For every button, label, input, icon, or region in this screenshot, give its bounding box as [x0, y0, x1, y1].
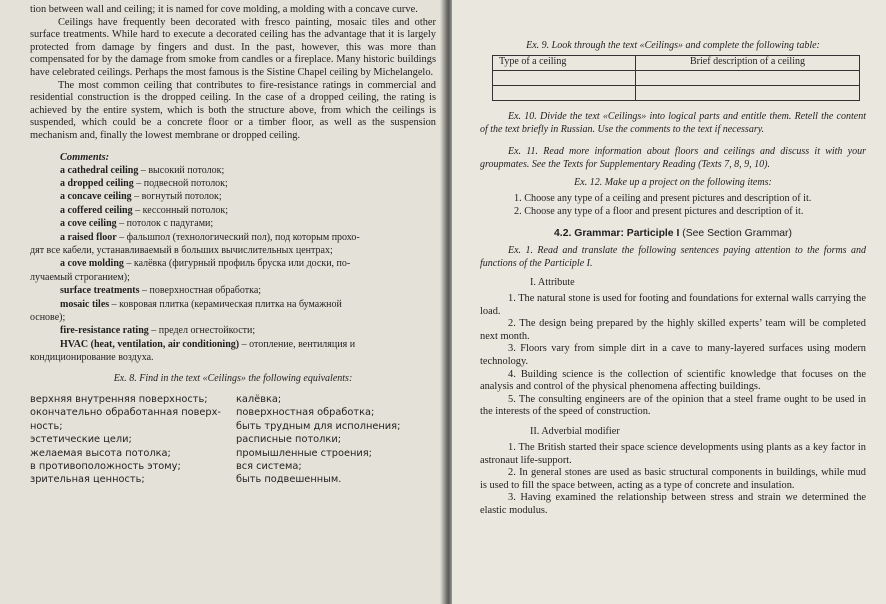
comment-item [60, 231, 436, 244]
exercise-8-prompt: Ex. 8. Find in the text «Ceilings» the following equivalents: [113, 372, 353, 384]
comment-term: a dropped ceiling [60, 177, 134, 189]
equivalent-item: промышленные строения; [236, 447, 372, 459]
comment-term: mosaic tiles [60, 298, 110, 310]
table-header-description: Brief description of a ceiling [636, 56, 860, 71]
comments-heading: Comments: [60, 151, 110, 163]
equivalent-item: верхняя внутренняя поверхность; [30, 394, 208, 406]
equivalent-item: желаемая высота потолка; [30, 447, 171, 459]
sentence-item: 3. Having examined the relationship between stress and strain we determined the elastic modulus. [480, 492, 866, 516]
equivalent-item: расписные потолки; [236, 434, 341, 446]
equivalent-item: эстетические цели; [30, 434, 132, 446]
comment-term: a cove ceiling [60, 218, 117, 230]
comment-definition: – высокий потолок; [138, 164, 225, 176]
comment-definition: кондиционирование воздуха. [30, 352, 154, 364]
table-row [493, 71, 860, 86]
sentence-item: 2. The design being prepared by the highly skilled experts’ team will be completed next month. [480, 318, 866, 342]
comment-definition: дят все кабели, устанавливаемый в больших вычислительных центрах; [30, 244, 333, 256]
comment-term: a concave ceiling [60, 191, 132, 203]
grammar-title: 4.2. Grammar: Participle I [554, 228, 680, 240]
table-cell [636, 71, 860, 86]
comment-item [60, 204, 436, 217]
equivalent-item: калёвка; [236, 394, 282, 406]
comment-definition: – потолок с падугами; [116, 218, 214, 230]
exercise-1-prompt: Ex. 1. Read and translate the following sentences paying attention to the forms and functions of the Participle I. [480, 245, 866, 269]
sentence-item: 2. In general stones are used as basic structural components in buildings, while mud is used to fill the space between, acting as a type of concrete and insulation. [480, 467, 866, 491]
equivalent-item: зрительная ценность; [30, 474, 145, 486]
comment-term: surface treatments [60, 285, 140, 297]
equivalents-column-2 [230, 393, 436, 487]
sentence-item: 1. The natural stone is used for footing and foundations for external walls carrying the load. [480, 293, 866, 317]
equivalents-column-1 [30, 393, 230, 487]
table-cell [493, 86, 636, 101]
comment-item [60, 284, 436, 297]
comment-definition: – ковровая плитка (керамическая плитка на бумажной [109, 298, 342, 310]
comment-term: a cove molding [60, 258, 124, 270]
equivalent-item: окончательно обработанная поверх- [30, 407, 221, 419]
comments-list [30, 164, 436, 365]
comment-item [30, 351, 436, 364]
comment-item [60, 324, 436, 337]
equivalent-item: поверхностная обработка; [236, 407, 375, 419]
comment-definition: – предел огнестойкости; [148, 325, 256, 337]
comment-definition: – отопление, вентиляция и [239, 338, 356, 350]
section-adverbial-heading: II. Adverbial modifier [530, 426, 620, 437]
table-cell [493, 71, 636, 86]
paragraph-1: tion between wall and ceiling; it is named for cove molding, a molding with a concave curve. [30, 4, 418, 15]
comment-item [60, 217, 436, 230]
table-header-type: Type of a ceiling [493, 56, 636, 71]
exercise-10-prompt: Ex. 10. Divide the text «Ceilings» into logical parts and entitle them. Retell the content of the text briefly in Russian. Use the comments to the text if necessary. [480, 111, 866, 135]
comment-item [60, 164, 436, 177]
comment-definition: – калёвка (фигурный профиль бруска или доски, по- [123, 258, 351, 270]
equivalent-item: быть трудным для исполнения; [236, 420, 401, 432]
comment-item [60, 190, 436, 203]
comment-definition: – фальшпол (технологический пол), под которым прохо- [116, 231, 360, 243]
grammar-heading [480, 228, 866, 239]
comment-term: a raised floor [60, 231, 117, 243]
comment-definition: основе); [30, 312, 66, 323]
comment-item [60, 298, 436, 311]
equivalent-item: быть подвешенным. [236, 474, 342, 486]
comment-definition: – кессонный потолок; [132, 204, 228, 216]
section-attribute-heading: I. Attribute [530, 277, 575, 289]
comment-term: fire-resistance rating [60, 325, 149, 337]
exercise-11-prompt: Ex. 11. Read more information about floors and ceilings and discuss it with your groupmates. See the Texts for Supplementary Reading (Texts 7, 8, 9, 10). [480, 146, 866, 170]
paragraph-3: The most common ceiling that contributes to fire-resistance ratings in commercial and residential construction is the dropped ceiling. In the case of a dropped ceiling, the rating is achieved by the entire system, which is both the structure above, from which the ceilings is suspended, which could be a concrete floor or a timber floor, as well as the suspension mechanism and, finally the lowest membrane or dropped ceiling. [30, 79, 436, 141]
comment-definition: лучаемый строганием); [30, 271, 130, 283]
ceiling-table [492, 55, 860, 101]
equivalent-item: вся система; [236, 461, 302, 473]
exercise-9-prompt: Ex. 9. Look through the text «Ceilings» and complete the following table: [526, 40, 820, 51]
grammar-reference: (See Section Grammar) [679, 228, 792, 240]
sentence-item: 4. Building science is the collection of scientific knowledge that focuses on the analysis and control of the physical phenomena affecting buildings. [480, 368, 866, 393]
sentence-item: 1. The British started their space science developments using plants as a key factor in astronaut life-support. [480, 442, 866, 466]
comment-item [30, 311, 436, 324]
comment-term: HVAC (heat, ventilation, air conditioning) [60, 338, 240, 350]
table-row [493, 86, 860, 101]
exercise-12-prompt: Ex. 12. Make up a project on the following items: [574, 177, 772, 189]
comment-definition: – поверхностная обработка; [139, 285, 262, 297]
exercise-12-item: 2. Choose any type of a floor and present pictures and description of it. [514, 205, 804, 217]
equivalent-item: ность; [30, 420, 63, 432]
comment-term: a coffered ceiling [60, 204, 133, 216]
comment-item [60, 177, 436, 190]
comment-term: a cathedral ceiling [60, 164, 139, 176]
table-cell [636, 86, 860, 101]
comment-item [60, 257, 436, 270]
exercise-12-item: 1. Choose any type of a ceiling and present pictures and description of it. [514, 193, 812, 205]
comment-item [60, 338, 436, 351]
equivalents-list [30, 393, 436, 487]
right-page [452, 0, 886, 604]
comment-item [30, 244, 436, 257]
sentence-item: 5. The consulting engineers are of the opinion that a steel frame ought to be used in the interests of the speed of construction. [480, 393, 866, 418]
sentence-item: 3. Floors vary from simple dirt in a cave to many-layered surfaces using modern technology. [480, 343, 866, 368]
comment-definition: – вогнутый потолок; [131, 191, 222, 203]
comment-definition: – подвесной потолок; [133, 177, 228, 189]
paragraph-2: Ceilings have frequently been decorated with fresco painting, mosaic tiles and other surface treatments. While hard to execute a decorated ceiling has the advantage that it is largely protected from damage by fingers and dust. In the past, however, this was more than compensated for by the damage from smoke from candles or a fireplace. Many historic buildings have celebrated ceilings. Perhaps the most famous is the Sistine Chapel ceiling by Michelangelo. [30, 16, 436, 78]
comment-item [30, 271, 436, 284]
equivalent-item: в противоположность этому; [30, 461, 181, 473]
